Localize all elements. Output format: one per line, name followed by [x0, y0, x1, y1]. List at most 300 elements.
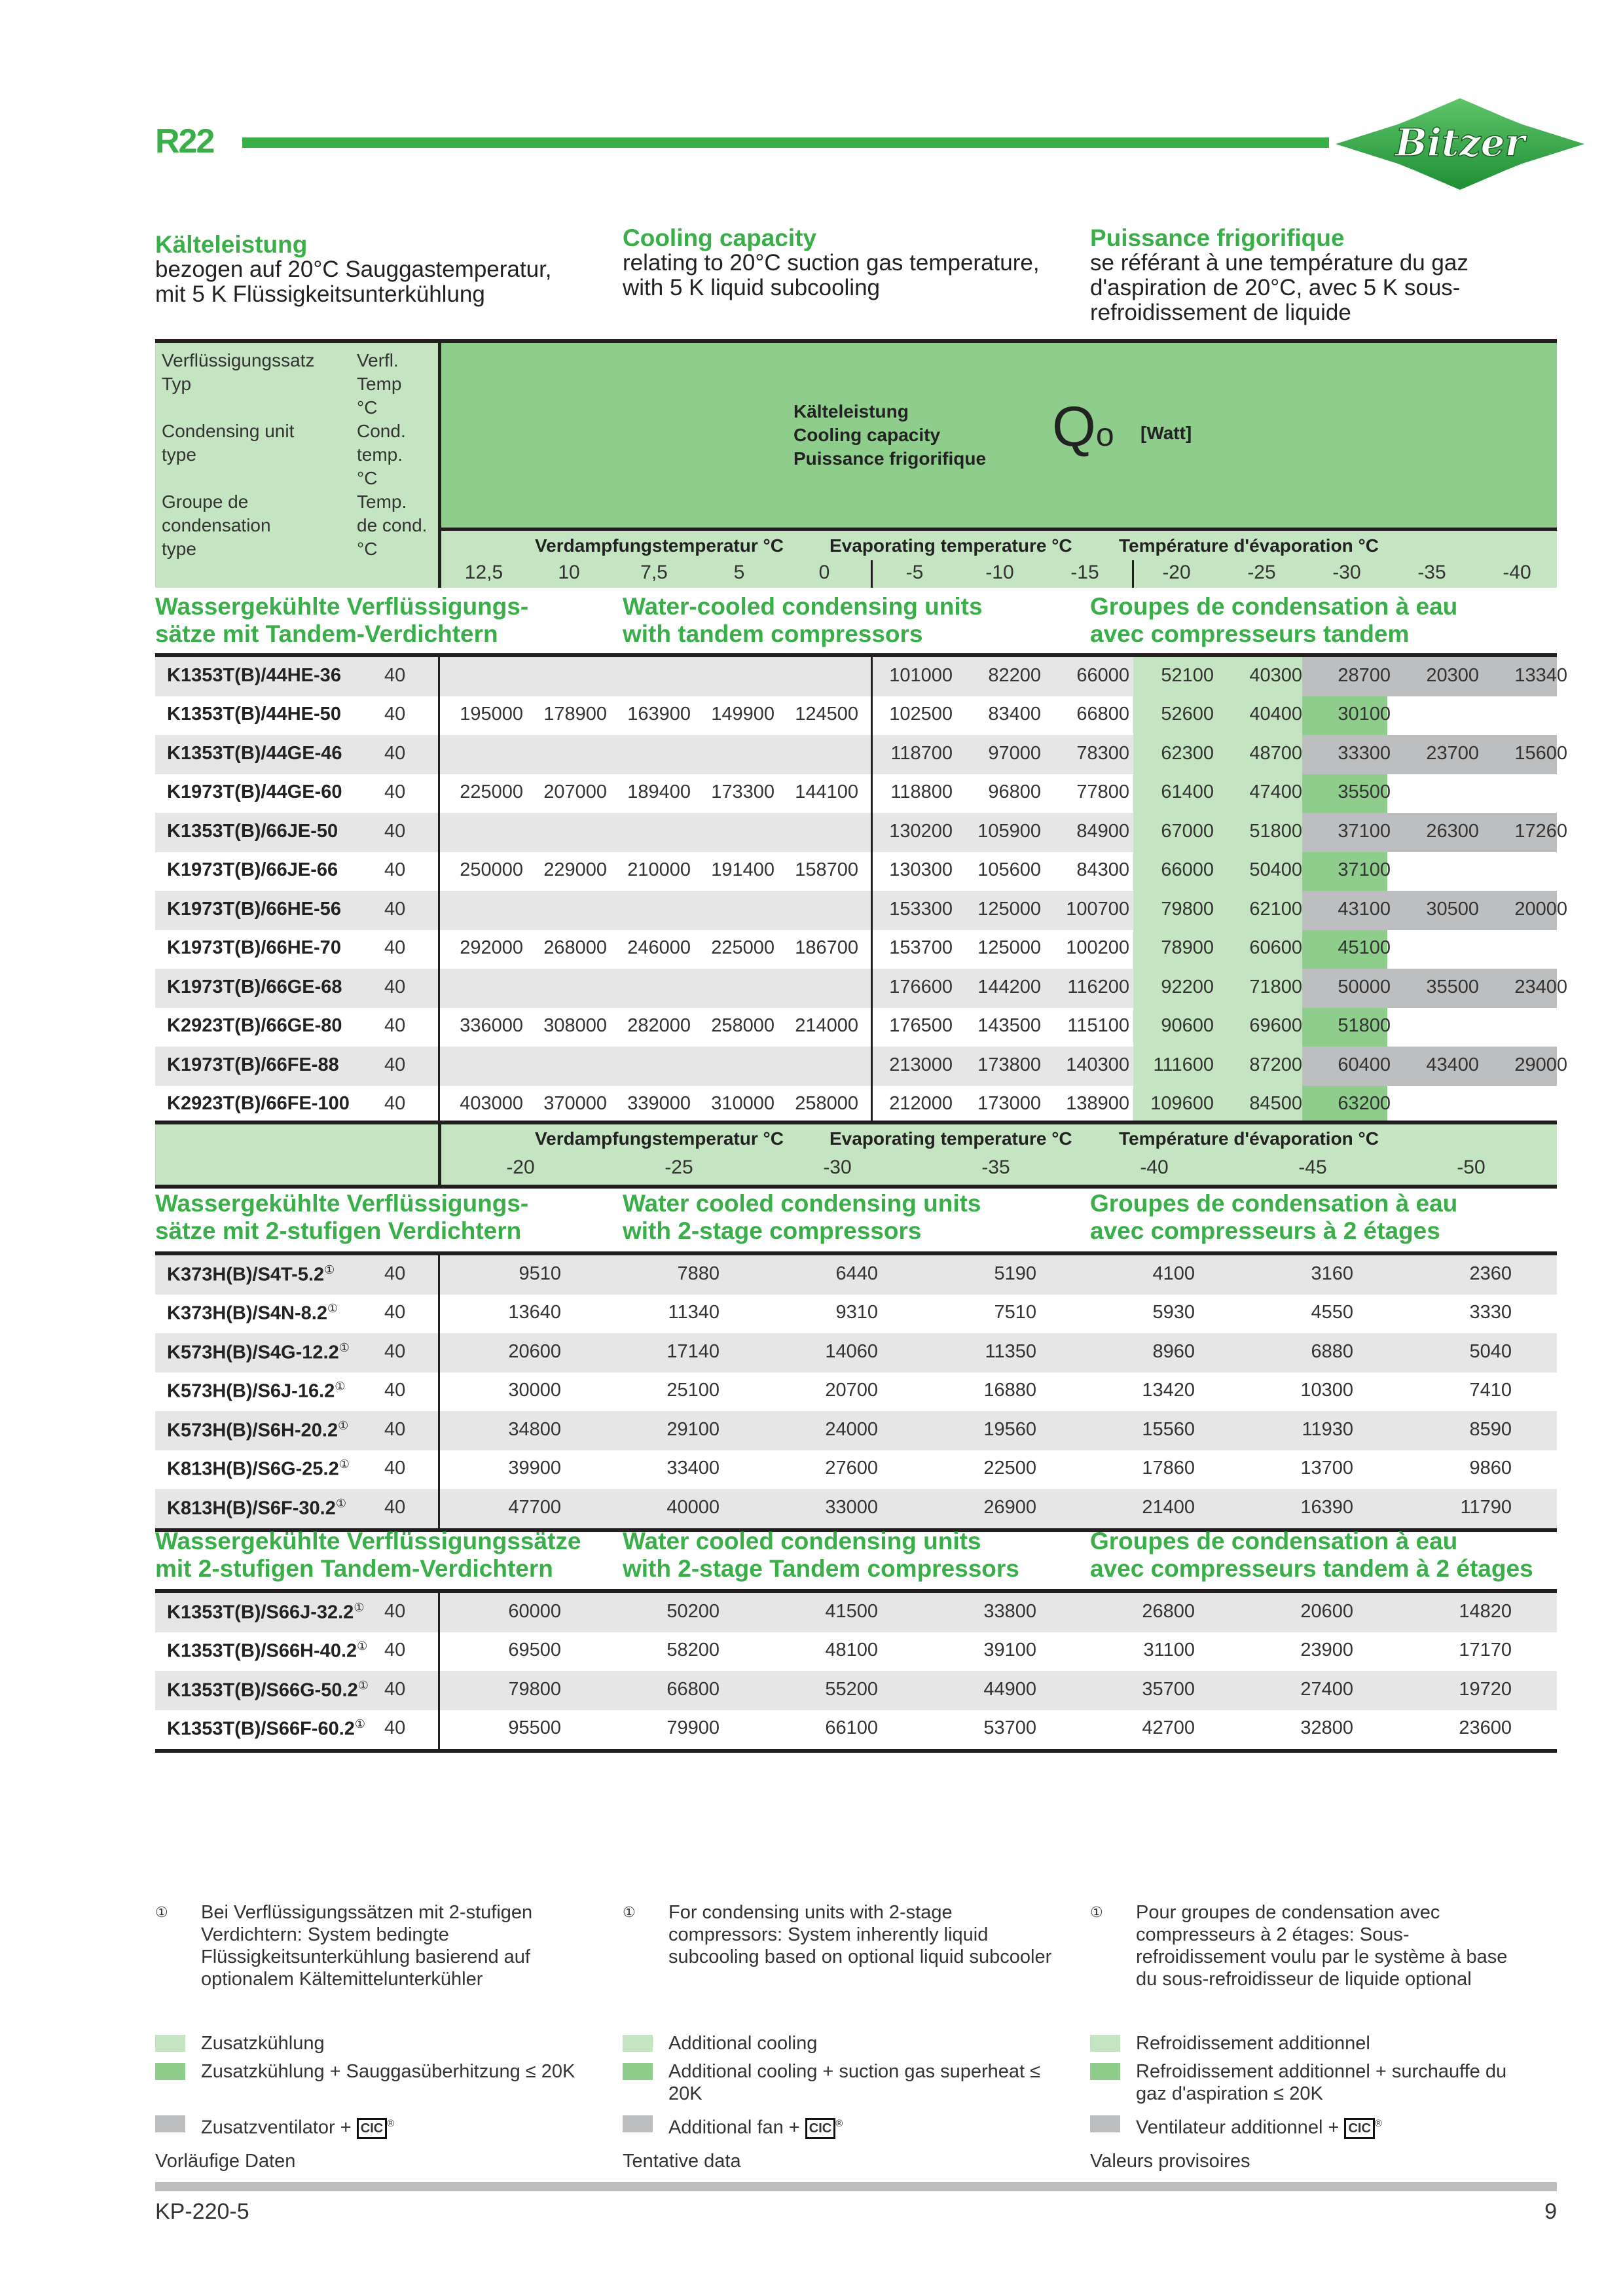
unit-type: K2923T(B)/66GE-80: [167, 1015, 342, 1037]
capacity-value: 4550: [1311, 1302, 1353, 1323]
capacity-value: 39100: [983, 1640, 1036, 1661]
evap-label-en: Evaporating temperature °C: [830, 1128, 1072, 1149]
capacity-value: 105600: [977, 859, 1041, 881]
capacity-value: 84300: [1076, 859, 1129, 881]
capacity-value: 403000: [460, 1093, 523, 1115]
capacity-value: 40000: [666, 1496, 720, 1518]
unit-type: K813H(B)/S6G-25.2①: [167, 1458, 350, 1480]
capacity-value: 51800: [1249, 820, 1302, 842]
unit-type: K573H(B)/S4G-12.2①: [167, 1340, 350, 1363]
capacity-value: 23400: [1514, 976, 1567, 997]
capacity-value: 163900: [627, 704, 691, 725]
evap-tick: -40: [1503, 562, 1531, 583]
table-row: [155, 657, 1567, 696]
table-row: [155, 1671, 1557, 1710]
capacity-value: 13340: [1514, 664, 1567, 686]
cond-temp: 40: [384, 1678, 406, 1700]
table-row: [155, 774, 1557, 814]
intro-de-text: bezogen auf 20°C Sauggastemperatur, mit 5 K Flüssigkeitsunterkühlung: [155, 257, 552, 307]
unit-type: K1353T(B)/66JE-50: [167, 820, 338, 842]
table-row: [155, 969, 1567, 1008]
unit-type: K1973T(B)/66JE-66: [167, 859, 338, 881]
capacity-value: 11790: [1460, 1496, 1512, 1518]
evap-tick: -30: [823, 1157, 852, 1178]
capacity-value: 61400: [1161, 781, 1214, 803]
capacity-value: 158700: [795, 859, 858, 881]
footer-bar: [155, 2182, 1557, 2191]
table-row: [155, 1450, 1557, 1490]
section3-title-en: Water cooled condensing units with 2-stage Tandem compressors: [623, 1528, 1019, 1582]
unit-type: K1973T(B)/66HE-70: [167, 937, 341, 959]
capacity-value: 15600: [1514, 742, 1567, 764]
table-row: [155, 1295, 1557, 1334]
capacity-value: 268000: [543, 937, 607, 959]
capacity-value: 87200: [1249, 1054, 1302, 1075]
table-row: [155, 813, 1567, 852]
legend-swatch: [1090, 2115, 1120, 2132]
capacity-value: 102500: [889, 704, 953, 725]
capacity-value: 186700: [795, 937, 858, 959]
capacity-value: 140300: [1066, 1054, 1129, 1075]
capacity-value: 60000: [508, 1600, 561, 1622]
cond-temp: 40: [384, 820, 406, 842]
capacity-value: 144100: [795, 781, 858, 803]
capacity-value: 130300: [889, 859, 953, 881]
capacity-value: 33400: [666, 1458, 720, 1479]
bitzer-logo-icon: [1336, 98, 1584, 190]
capacity-value: 52600: [1161, 704, 1214, 725]
cic-logo-icon: CIC: [805, 2118, 835, 2139]
capacity-value: 84500: [1249, 1093, 1302, 1115]
capacity-value: 173300: [711, 781, 775, 803]
legend-label: Refroidissement additionnel: [1136, 2033, 1370, 2054]
cond-temp: 40: [384, 1093, 406, 1115]
legend-swatch: [155, 2115, 185, 2132]
capacity-value: 35500: [1338, 781, 1391, 803]
capacity-value: 109600: [1150, 1093, 1214, 1115]
capacity-value: 30100: [1338, 704, 1391, 725]
capacity-value: 69500: [508, 1640, 561, 1661]
capacity-value: 23900: [1300, 1640, 1353, 1661]
capacity-value: 189400: [627, 781, 691, 803]
registered-mark: ®: [835, 2118, 843, 2129]
cond-temp: 40: [384, 704, 406, 725]
capacity-value: 95500: [508, 1717, 561, 1739]
capacity-value: 124500: [795, 704, 858, 725]
capacity-value: 310000: [711, 1093, 775, 1115]
capacity-value: 19560: [983, 1418, 1036, 1440]
cond-temp: 40: [384, 1302, 406, 1323]
capacity-value: 45100: [1338, 937, 1391, 959]
unit-label: [Watt]: [1140, 423, 1192, 443]
cond-temp-label: Verfl. Temp °C Cond. temp. °C Temp. de cond. °C: [357, 350, 428, 559]
table-row: [155, 1411, 1557, 1450]
capacity-value: 44900: [983, 1678, 1036, 1700]
unit-type: K1353T(B)/S66G-50.2①: [167, 1678, 369, 1701]
evap-tick: -20: [1162, 562, 1191, 583]
unit-type: K1353T(B)/44HE-36: [167, 664, 341, 686]
cond-temp: 40: [384, 742, 406, 764]
tentative-fr: Valeurs provisoires: [1090, 2151, 1250, 2172]
capacity-value: 9860: [1469, 1458, 1512, 1479]
capacity-value: 77800: [1076, 781, 1129, 803]
evap-tick: -20: [506, 1157, 535, 1178]
capacity-value: 78300: [1076, 742, 1129, 764]
cond-temp: 40: [384, 1340, 406, 1362]
capacity-value: 30000: [508, 1380, 561, 1401]
capacity-value: 7510: [994, 1302, 1036, 1323]
capacity-value: 50200: [666, 1600, 720, 1622]
capacity-value: 21400: [1142, 1496, 1195, 1518]
cond-temp: 40: [384, 1418, 406, 1440]
unit-type: K1353T(B)/S66F-60.2①: [167, 1717, 366, 1740]
legend-label: Additional fan + CIC ®: [668, 2117, 843, 2138]
unit-type: K2923T(B)/66FE-100: [167, 1093, 350, 1115]
capacity-value: 8960: [1152, 1340, 1195, 1362]
capacity-value: 43400: [1426, 1054, 1479, 1075]
capacity-value: 115100: [1067, 1015, 1129, 1037]
unit-type: K573H(B)/S6H-20.2①: [167, 1418, 349, 1441]
capacity-value: 4100: [1152, 1263, 1195, 1284]
table-row: [155, 1489, 1557, 1528]
capacity-value: 83400: [988, 704, 1041, 725]
capacity-value: 52100: [1161, 664, 1214, 686]
unit-type: K1973T(B)/66HE-56: [167, 898, 341, 920]
capacity-value: 9310: [835, 1302, 878, 1323]
capacity-value: 34800: [508, 1418, 561, 1440]
cond-temp: 40: [384, 1640, 406, 1661]
cond-temp: 40: [384, 1717, 406, 1739]
capacity-value: 47400: [1249, 781, 1302, 803]
capacity-value: 130200: [889, 820, 953, 842]
cond-temp: 40: [384, 976, 406, 997]
cond-temp: 40: [384, 781, 406, 803]
evap-tick: 7,5: [640, 562, 668, 583]
capacity-value: 79800: [1161, 898, 1214, 920]
capacity-value: 7410: [1469, 1380, 1512, 1401]
capacity-value: 246000: [627, 937, 691, 959]
table-row: [155, 1372, 1557, 1412]
capacity-value: 33000: [825, 1496, 878, 1518]
capacity-value: 5190: [994, 1263, 1036, 1284]
capacity-value: 213000: [889, 1054, 953, 1075]
legend-label: Zusatzkühlung + Sauggasüberhitzung ≤ 20K: [201, 2061, 575, 2082]
capacity-value: 282000: [627, 1015, 691, 1037]
capacity-value: 15560: [1142, 1418, 1195, 1440]
capacity-value: 96800: [988, 781, 1041, 803]
capacity-value: 2360: [1469, 1263, 1512, 1284]
cond-temp: 40: [384, 859, 406, 881]
svg-text:Bitzer: Bitzer: [1395, 120, 1525, 165]
legend-swatch: [155, 2063, 185, 2080]
cond-temp: 40: [384, 1380, 406, 1401]
capacity-value: 105900: [977, 820, 1041, 842]
legend-label: Ventilateur additionnel + CIC ®: [1136, 2117, 1382, 2138]
evap-tick: 0: [818, 562, 830, 583]
table-row: [155, 735, 1567, 774]
capacity-value: 60600: [1249, 937, 1302, 959]
evap-tick: -25: [665, 1157, 693, 1178]
column-divider: [438, 657, 440, 1124]
evap-tick: -35: [1417, 562, 1446, 583]
capacity-value: 336000: [460, 1015, 523, 1037]
capacity-value: 212000: [889, 1093, 953, 1115]
cond-temp: 40: [384, 1496, 406, 1518]
capacity-value: 125000: [977, 898, 1041, 920]
legend-label: Additional cooling: [668, 2033, 818, 2054]
capacity-value: 22500: [983, 1458, 1036, 1479]
registered-mark: ®: [387, 2118, 395, 2129]
capacity-value: 55200: [825, 1678, 878, 1700]
capacity-value: 53700: [983, 1717, 1036, 1739]
capacity-value: 23700: [1426, 742, 1479, 764]
capacity-value: 225000: [711, 937, 775, 959]
capacity-value: 42700: [1142, 1717, 1195, 1739]
capacity-value: 173800: [977, 1054, 1041, 1075]
cond-temp: 40: [384, 1015, 406, 1037]
capacity-value: 229000: [543, 859, 607, 881]
capacity-value: 51800: [1338, 1015, 1391, 1037]
capacity-value: 26900: [983, 1496, 1036, 1518]
capacity-value: 118800: [890, 781, 953, 803]
capacity-value: 63200: [1338, 1093, 1391, 1115]
capacity-value: 143500: [977, 1015, 1041, 1037]
capacity-value: 100200: [1066, 937, 1129, 959]
evap-tick: 10: [558, 562, 580, 583]
legend-label: Additional cooling + suction gas superheat ≤ 20K: [668, 2061, 1041, 2104]
capacity-value: 19720: [1459, 1678, 1512, 1700]
capacity-value: 14060: [825, 1340, 878, 1362]
legend-label: Zusatzventilator + CIC ®: [201, 2117, 395, 2138]
type-label: Verflüssigungssatz Typ Condensing unit type Groupe de condensation type: [162, 350, 315, 559]
capacity-value: 111600: [1153, 1054, 1214, 1075]
capacity-value: 9510: [519, 1263, 561, 1284]
capacity-value: 149900: [711, 704, 775, 725]
capacity-value: 62300: [1161, 742, 1214, 764]
evap-label-de: Verdampfungstemperatur °C: [535, 1128, 784, 1149]
legend-swatch: [623, 2115, 653, 2132]
cond-temp: 40: [384, 1600, 406, 1622]
evap-tick: -10: [985, 562, 1014, 583]
table-row: [155, 930, 1557, 969]
capacity-value: 8590: [1469, 1418, 1512, 1440]
table-subheader-2: [155, 1121, 1557, 1189]
tandem-table: [155, 653, 1567, 1124]
capacity-value: 14820: [1459, 1600, 1512, 1622]
column-divider: [871, 657, 873, 1124]
capacity-value: 26800: [1142, 1600, 1195, 1622]
capacity-value: 250000: [460, 859, 523, 881]
cond-temp: 40: [384, 1458, 406, 1479]
section1-title-fr: Groupes de condensation à eau avec compresseurs tandem: [1090, 593, 1458, 647]
capacity-value: 50000: [1338, 976, 1391, 997]
section2-title-en: Water cooled condensing units with 2-stage compressors: [623, 1190, 981, 1244]
capacity-value: 20000: [1514, 898, 1567, 920]
section2-title-fr: Groupes de condensation à eau avec compresseurs à 2 étages: [1090, 1190, 1458, 1244]
evap-label-de: Verdampfungstemperatur °C: [535, 535, 784, 556]
intro-en-text: relating to 20°C suction gas temperature, with 5 K liquid subcooling: [623, 250, 1040, 300]
capacity-value: 207000: [543, 781, 607, 803]
capacity-value: 28700: [1338, 664, 1391, 686]
capacity-value: 258000: [795, 1093, 858, 1115]
capacity-value: 258000: [711, 1015, 775, 1037]
capacity-value: 31100: [1143, 1640, 1195, 1661]
legend-swatch: [623, 2063, 653, 2080]
intro-fr-title: Puissance frigorifique: [1090, 224, 1345, 251]
intro-de: [155, 232, 587, 307]
table-header: [155, 339, 1557, 588]
capacity-value: 20600: [1300, 1600, 1353, 1622]
capacity-value: 79800: [508, 1678, 561, 1700]
capacity-label: Kälteleistung Cooling capacity Puissance frigorifique: [793, 401, 987, 469]
capacity-value: 178900: [543, 704, 607, 725]
legend-label: Refroidissement additionnel + surchauffe du gaz d'aspiration ≤ 20K: [1136, 2061, 1507, 2104]
capacity-value: 13420: [1142, 1380, 1195, 1401]
document-id: KP-220-5: [155, 2199, 249, 2224]
title-rule: [242, 137, 1329, 148]
unit-type: K1973T(B)/66FE-88: [167, 1054, 339, 1075]
capacity-value: 144200: [977, 976, 1041, 997]
evap-tick: -25: [1247, 562, 1276, 583]
capacity-value: 17260: [1514, 820, 1567, 842]
cond-temp: 40: [384, 937, 406, 959]
tentative-de: Vorläufige Daten: [155, 2151, 296, 2172]
capacity-value: 118700: [890, 742, 953, 764]
capacity-value: 41500: [825, 1600, 878, 1622]
section1-title-de: Wassergekühlte Verflüssigungs- sätze mit Tandem-Verdichtern: [155, 593, 529, 647]
capacity-value: 23600: [1459, 1717, 1512, 1739]
evap-tick: -40: [1140, 1157, 1169, 1178]
capacity-value: 210000: [627, 859, 691, 881]
capacity-value: 66800: [1076, 704, 1129, 725]
evap-tick: -30: [1332, 562, 1361, 583]
capacity-value: 29100: [666, 1418, 720, 1440]
cond-temp: 40: [384, 898, 406, 920]
capacity-value: 66100: [825, 1717, 878, 1739]
legend-label: Zusatzkühlung: [201, 2033, 325, 2054]
capacity-value: 50400: [1249, 859, 1302, 881]
qo-symbol: Qo: [1052, 395, 1114, 458]
capacity-value: 11930: [1302, 1418, 1353, 1440]
capacity-value: 35700: [1142, 1678, 1195, 1700]
intro-fr: [1090, 226, 1509, 325]
capacity-value: 48700: [1249, 742, 1302, 764]
cond-temp: 40: [384, 664, 406, 686]
capacity-value: 100700: [1066, 898, 1129, 920]
capacity-value: 40300: [1249, 664, 1302, 686]
capacity-value: 153300: [889, 898, 953, 920]
capacity-value: 13640: [508, 1302, 561, 1323]
capacity-value: 37100: [1338, 859, 1391, 881]
capacity-value: 66000: [1076, 664, 1129, 686]
unit-type: K373H(B)/S4N-8.2①: [167, 1302, 338, 1324]
capacity-value: 32800: [1300, 1717, 1353, 1739]
cic-logo-icon: CIC: [1344, 2118, 1374, 2139]
capacity-value: 6880: [1311, 1340, 1353, 1362]
capacity-value: 3160: [1311, 1263, 1353, 1284]
capacity-value: 20300: [1426, 664, 1479, 686]
unit-type: K1973T(B)/66GE-68: [167, 976, 342, 997]
section3-title-fr: Groupes de condensation à eau avec compresseurs tandem à 2 étages: [1090, 1528, 1533, 1582]
capacity-value: 27400: [1300, 1678, 1353, 1700]
intro-en: [623, 226, 1055, 300]
table-row: [155, 852, 1557, 891]
column-divider: [438, 1255, 440, 1528]
legend-swatch: [1090, 2063, 1120, 2080]
capacity-value: 5040: [1469, 1340, 1512, 1362]
tentative-en: Tentative data: [623, 2151, 741, 2172]
legend-swatch: [1090, 2035, 1120, 2052]
unit-type: K1353T(B)/44GE-46: [167, 742, 342, 764]
capacity-value: 71800: [1249, 976, 1302, 997]
capacity-value: 138900: [1066, 1093, 1129, 1115]
capacity-value: 43100: [1338, 898, 1391, 920]
intro-en-title: Cooling capacity: [623, 224, 817, 251]
unit-type: K573H(B)/S6J-16.2①: [167, 1380, 346, 1402]
cic-logo-icon: CIC: [357, 2118, 387, 2139]
table-row: [155, 1710, 1557, 1749]
unit-type: K813H(B)/S6F-30.2①: [167, 1496, 347, 1519]
capacity-value: 17140: [666, 1340, 720, 1362]
capacity-value: 370000: [543, 1093, 607, 1115]
capacity-value: 125000: [977, 937, 1041, 959]
intro-de-title: Kälteleistung: [155, 231, 308, 258]
capacity-value: 101000: [889, 664, 953, 686]
capacity-value: 195000: [460, 704, 523, 725]
page-number: 9: [1544, 2199, 1557, 2224]
capacity-value: 3330: [1469, 1302, 1512, 1323]
table-row: [155, 1086, 1557, 1125]
capacity-value: 16880: [983, 1380, 1036, 1401]
legend-swatch: [623, 2035, 653, 2052]
capacity-value: 39900: [508, 1458, 561, 1479]
two-stage-tandem-table: [155, 1589, 1557, 1753]
capacity-value: 7880: [677, 1263, 720, 1284]
capacity-value: 58200: [666, 1640, 720, 1661]
two-stage-table: [155, 1251, 1557, 1526]
evap-tick: 12,5: [464, 562, 503, 583]
capacity-value: 40400: [1249, 704, 1302, 725]
capacity-value: 11350: [985, 1340, 1036, 1362]
table-row: [155, 1632, 1557, 1672]
capacity-value: 191400: [711, 859, 775, 881]
capacity-value: 60400: [1338, 1054, 1391, 1075]
capacity-value: 176500: [889, 1015, 953, 1037]
column-divider: [438, 1593, 440, 1749]
unit-type: K1973T(B)/44GE-60: [167, 781, 342, 803]
capacity-value: 292000: [460, 937, 523, 959]
evap-label-en: Evaporating temperature °C: [830, 535, 1072, 556]
capacity-value: 214000: [795, 1015, 858, 1037]
capacity-value: 225000: [460, 781, 523, 803]
capacity-value: 82200: [988, 664, 1041, 686]
capacity-value: 173000: [977, 1093, 1041, 1115]
capacity-value: 20700: [825, 1380, 878, 1401]
capacity-value: 84900: [1076, 820, 1129, 842]
capacity-value: 62100: [1249, 898, 1302, 920]
capacity-value: 6440: [835, 1263, 878, 1284]
capacity-value: 13700: [1300, 1458, 1353, 1479]
capacity-value: 33300: [1338, 742, 1391, 764]
capacity-value: 25100: [666, 1380, 720, 1401]
capacity-value: 47700: [508, 1496, 561, 1518]
table-row: [155, 1008, 1557, 1047]
evap-label-fr: Température d'évaporation °C: [1119, 535, 1379, 556]
capacity-value: 5930: [1152, 1302, 1195, 1323]
capacity-value: 37100: [1338, 820, 1391, 842]
capacity-value: 30500: [1426, 898, 1479, 920]
table-row: [155, 1333, 1557, 1372]
